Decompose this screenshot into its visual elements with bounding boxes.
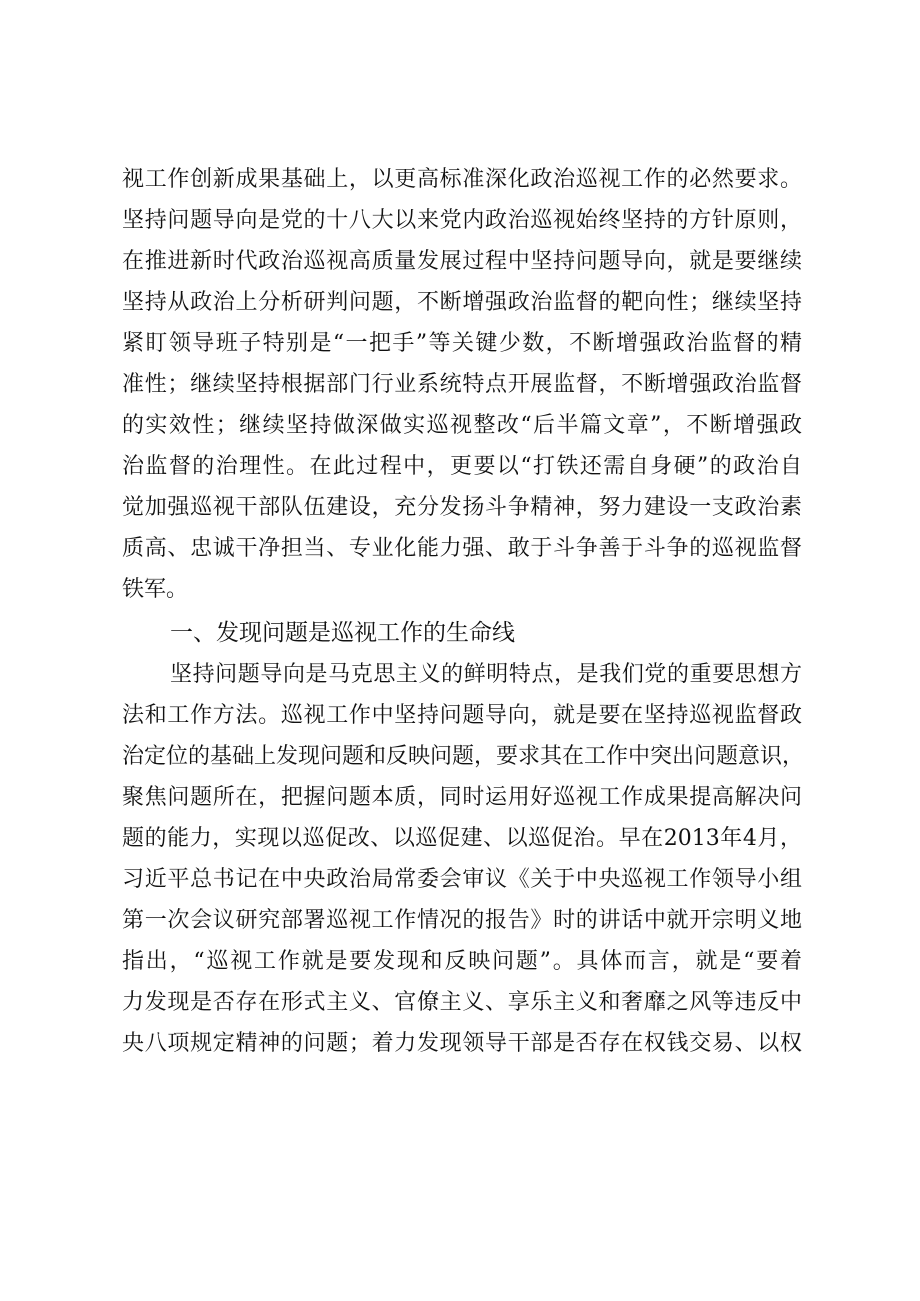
paragraph-1-line-4: 坚持从政治上分析研判问题，不断增强政治监督的靶向性；继续坚持 bbox=[122, 290, 802, 315]
paragraph-1-line-3: 在推进新时代政治巡视高质量发展过程中坚持问题导向，就是要继续 bbox=[122, 249, 802, 274]
paragraph-1-line-11: 铁军。 bbox=[122, 577, 189, 602]
paragraph-2-line-6: 习近平总书记在中央政治局常委会审议《关于中央巡视工作领导小组 bbox=[122, 867, 802, 892]
paragraph-2-line-7: 第一次会议研究部署巡视工作情况的报告》时的讲话中就开宗明义地 bbox=[122, 908, 802, 933]
paragraph-2-line-5: 题的能力，实现以巡促改、以巡促建、以巡促治。早在2013年4月， bbox=[122, 826, 802, 851]
paragraph-1-line-2: 坚持问题导向是党的十八大以来党内政治巡视始终坚持的方针原则， bbox=[122, 208, 802, 233]
paragraph-1-line-8: 治监督的治理性。在此过程中，更要以“打铁还需自身硬”的政治自 bbox=[122, 454, 802, 479]
paragraph-1-line-7: 的实效性；继续坚持做深做实巡视整改“后半篇文章”，不断增强政 bbox=[122, 413, 802, 438]
paragraph-1-line-5: 紧盯领导班子特别是“一把手”等关键少数，不断增强政治监督的精 bbox=[122, 331, 802, 356]
paragraph-2-line-2: 法和工作方法。巡视工作中坚持问题导向，就是要在坚持巡视监督政 bbox=[122, 703, 802, 728]
paragraph-2-line-4: 聚焦问题所在，把握问题本质，同时运用好巡视工作成果提高解决问 bbox=[122, 785, 802, 810]
paragraph-2-line-1: 坚持问题导向是马克思主义的鲜明特点，是我们党的重要思想方 bbox=[170, 662, 802, 687]
paragraph-2-line-9: 力发现是否存在形式主义、官僚主义、享乐主义和奢靡之风等违反中 bbox=[122, 990, 802, 1015]
paragraph-1-line-10: 质高、忠诚干净担当、专业化能力强、敢于斗争善于斗争的巡视监督 bbox=[122, 536, 802, 561]
paragraph-1-line-9: 觉加强巡视干部队伍建设，充分发扬斗争精神，努力建设一支政治素 bbox=[122, 495, 802, 520]
paragraph-1-line-1: 视工作创新成果基础上，以更高标准深化政治巡视工作的必然要求。 bbox=[122, 167, 802, 192]
paragraph-2-line-10: 央八项规定精神的问题；着力发现领导干部是否存在权钱交易、以权 bbox=[122, 1031, 802, 1056]
paragraph-2-line-8: 指出，“巡视工作就是要发现和反映问题”。具体而言，就是“要着 bbox=[122, 949, 802, 974]
paragraph-2-line-3: 治定位的基础上发现问题和反映问题，要求其在工作中突出问题意识， bbox=[122, 744, 805, 769]
paragraph-1-line-6: 准性；继续坚持根据部门行业系统特点开展监督，不断增强政治监督 bbox=[122, 372, 802, 397]
section-heading: 一、发现问题是巡视工作的生命线 bbox=[170, 620, 515, 646]
